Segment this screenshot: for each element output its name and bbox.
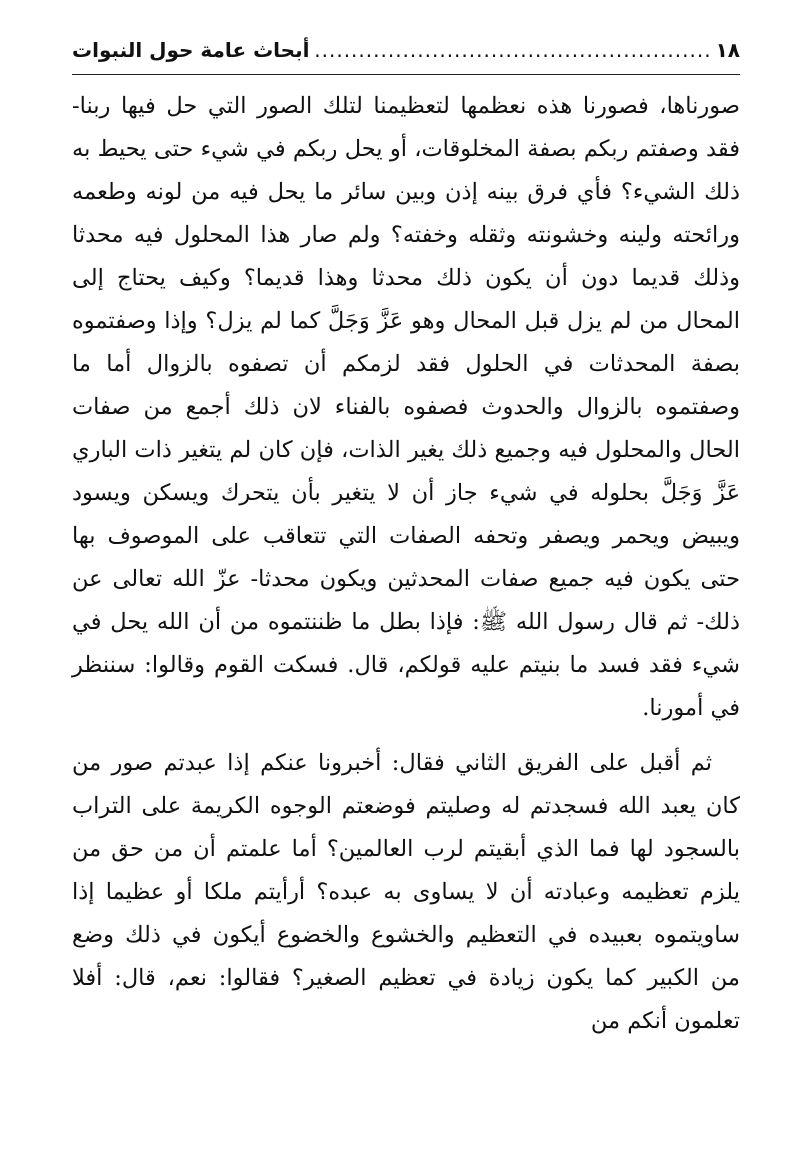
page-number: ١٨ (715, 38, 740, 62)
dotted-leader: ...................................................... (314, 38, 712, 62)
paragraph-2: ثم أقبل على الفريق الثاني فقال: أخبرونا عنكم إذا عبدتم صور من كان يعبد الله فسجدتم له وصليتم فوضعتم الوجوه الكريمة على التراب بالسجود لها فما الذي أبقيتم لرب العالمين؟ أما علمتم أن من حق من يلزم تعظيمه وعبادته أن لا يساوى به عبده؟ أرأيتم ملكا أو عظيما إذا ساويتموه بعبيده في التعظيم والخشوع والخضوع أيكون في ذلك وضع من الكبير كما يكون زيادة في تعظيم الصغير؟ فقالوا: نعم، قال: أفلا تعلمون أنكم من (72, 750, 740, 1034)
paragraph-1: صورناها، فصورنا هذه نعظمها لتعظيمنا لتلك الصور التي حل فيها ربنا- فقد وصفتم ربكم بصفة المخلوقات، أو يحل ربكم في شيء حتى يحيط به ذلك الشيء؟ فأي فرق بينه إذن وبين سائر ما يحل فيه من لونه وطعمه ورائحته ولينه وخشونته وثقله وخفته؟ ولم صار هذا المحلول فيه محدثا وذلك قديما دون أن يكون ذلك محدثا وهذا قديما؟ وكيف يحتاج إلى المحال من لم يزل قبل المحال وهو عَزَّ وَجَلَّ كما لم يزل؟ وإذا وصفتموه بصفة المحدثات في الحلول فقد لزمكم أن تصفوه بالزوال أما ما وصفتموه بالزوال والحدوث فصفوه بالفناء لان ذلك أجمع من صفات الحال والمحلول فيه وجميع ذلك يغير الذات، فإن كان لم يتغير ذات الباري عَزَّ وَجَلَّ بحلوله في شيء جاز أن لا يتغير بأن يتحرك ويسكن ويسود ويبيض ويحمر ويصفر وتحفه الصفات التي تتعاقب على الموصوف بها حتى يكون فيه جميع صفات المحدثين ويكون محدثا- عزّ الله تعالى عن ذلك- ثم قال رسول الله ﷺ: فإذا بطل ما ظننتموه من أن الله يحل في شيء فقد فسد ما بنيتم عليه قولكم، قال. فسكت القوم وقالوا: سننظر في أمورنا. (72, 93, 740, 721)
page-header (72, 38, 740, 75)
book-page (72, 38, 740, 1043)
running-title: أبحاث عامة حول النبوات (72, 38, 310, 62)
